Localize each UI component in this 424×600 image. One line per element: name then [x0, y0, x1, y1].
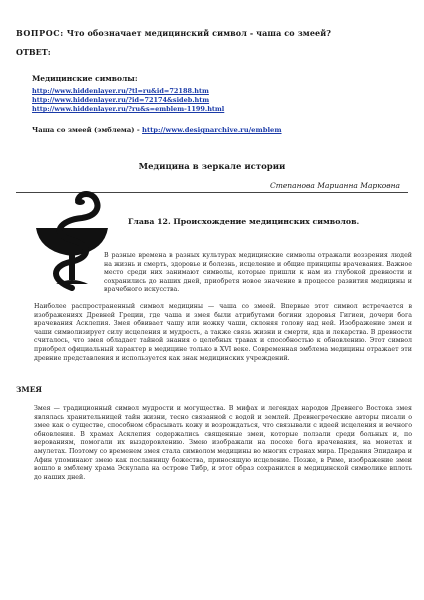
section-header-snake: ЗМЕЯ — [16, 385, 43, 394]
links-header: Медицинские символы: — [32, 74, 138, 83]
paragraph-bowl-snake: Наиболее распространенный символ медицины — чаша со змеей. Впервые этот символ встречается в изображениях Древней Греции, где чаша и змея были атрибутами богини здоровья Гигиеи, дочери бога врачевания Асклепия. Змея обвивает чашу или ножку чаши, склоняя голову над ней. Изображение змеи и чаши символизирует силу исцеления и мудрость, а также связь жизни и смерти, яда и лекарства. В древности считалось, что змея обладает тайной знания о целебных травах и способностью к обновлению. Этот символ приобрел официальный характер в медицине только в XVI веке. Современная эмблема медицины отражает эти древние представления и используется как знак медицинских учреждений. — [34, 303, 412, 362]
link-1[interactable]: http://www.hiddenlayer.ru/?tl=ru&id=72188.htm — [32, 87, 209, 95]
article-title: Медицина в зеркале истории — [138, 162, 286, 172]
link-3[interactable]: http://www.hiddenlayer.ru/?ru&s=emblem-1199.html — [32, 105, 225, 113]
answer-label: ОТВЕТ: — [16, 47, 51, 57]
snake-emblem-link[interactable]: http://www.designarchive.ru/emblem — [142, 126, 282, 134]
question-text: Что обозначает медицинский символ - чаша со змеей? — [66, 28, 332, 38]
snake-emblem-line — [32, 126, 282, 134]
snake-emblem-label: Чаша со змеей (эмблема) - — [32, 126, 140, 134]
link-2[interactable]: http://www.hiddenlayer.ru/?id=72174&sideb.htm — [32, 96, 210, 104]
question-label: ВОПРОС: — [16, 28, 64, 38]
article-author: Степанова Марианна Марковна — [270, 181, 400, 190]
paragraph-snake: Змея — традиционный символ мудрости и могущества. В мифах и легендах народов Древнего Востока змея являлась хранительницей тайн жизни, тесно связанной с водой и землей. Древнегреческие авторы писали о змее как о существе, способном сбрасывать кожу и возрождаться, что связывали с идеей исцеления и вечного обновления. В храмах Асклепия содержались священные змеи, которые ползали среди больных и, по верованиям, помогали их выздоровлению. Змею изображали на посохе бога врачевания, на монетах и амулетах. Поэтому со временем змея стала символом медицины во многих странах мира. Предания Эпидавра и Афин упоминают змею как посланницу божества, приносящую исцеление. Позже, в Риме, изображение змеи вошло в эмблему храма Эскулапа на острове Тибр, и этот образ сохранился в медицинской символике вплоть до наших дней. — [34, 405, 412, 481]
question — [16, 28, 331, 38]
paragraph-intro: В разные времена в разных культурах медицинские символы отражали воззрения людей на жизнь и смерть, здоровье и болезнь, исцеление и общие принципы врачевания. Важное место среди них занимают символы, которые пришли к нам из глубокой древности и сохранились до наших дней, приобретя новое значение в процессе развития медицины и врачебного искусства. — [104, 252, 412, 294]
chapter-heading: Глава 12. Происхождение медицинских символов. — [128, 217, 360, 226]
